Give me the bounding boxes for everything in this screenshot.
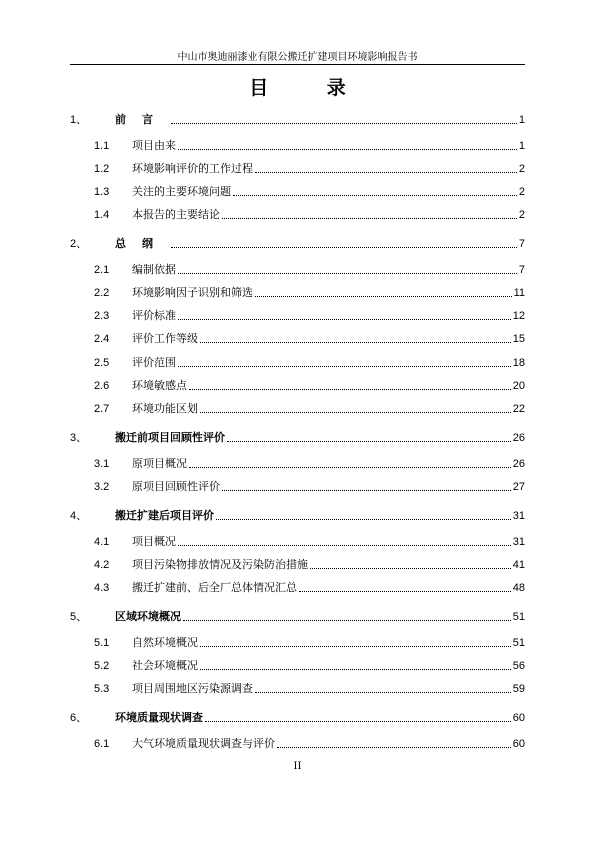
dot-leader bbox=[255, 692, 511, 693]
toc-entry-label: 搬迁扩建后项目评价 bbox=[115, 509, 214, 522]
header-rule bbox=[70, 64, 525, 65]
toc-entry-label: 原项目回顾性评价 bbox=[132, 480, 220, 493]
toc-entry-page: 2 bbox=[518, 209, 525, 221]
dot-leader bbox=[189, 389, 511, 390]
toc-section-entry[interactable] bbox=[70, 160, 525, 176]
toc-entry-number: 2.6 bbox=[94, 380, 110, 392]
toc-section-entry[interactable] bbox=[70, 261, 525, 277]
toc-section-entry[interactable] bbox=[70, 137, 525, 153]
toc-entry-number: 2.4 bbox=[94, 333, 110, 345]
toc-entry-label: 前言 bbox=[115, 113, 169, 126]
toc-entry-page: 31 bbox=[512, 536, 525, 548]
dot-leader bbox=[183, 620, 511, 621]
toc-entry-page: 60 bbox=[512, 738, 525, 750]
toc-entry-label: 环境影响评价的工作过程 bbox=[132, 162, 253, 175]
toc-entry-label: 项目污染物排放情况及污染防治措施 bbox=[132, 558, 308, 571]
toc-section-entry[interactable] bbox=[70, 634, 525, 650]
toc-entry-number: 4.3 bbox=[94, 582, 110, 594]
dot-leader bbox=[200, 412, 511, 413]
toc-entry-number: 1.4 bbox=[94, 209, 110, 221]
dot-leader bbox=[222, 490, 511, 491]
toc-entry-number: 6.1 bbox=[94, 738, 110, 750]
toc-entry-page: 56 bbox=[512, 660, 525, 672]
dot-leader bbox=[178, 149, 517, 150]
toc-entry-label: 环境质量现状调查 bbox=[115, 711, 203, 724]
toc-entry-label: 项目周围地区污染源调查 bbox=[132, 682, 253, 695]
toc-entry-label: 总纲 bbox=[115, 237, 169, 250]
dot-leader bbox=[178, 366, 511, 367]
toc-entry-label: 环境敏感点 bbox=[132, 379, 187, 392]
toc-entry-label: 搬迁扩建前、后全厂总体情况汇总 bbox=[132, 581, 297, 594]
toc-entry-number: 2、 bbox=[70, 238, 88, 250]
toc-section-entry[interactable] bbox=[70, 556, 525, 572]
toc-chapter-entry[interactable] bbox=[70, 429, 525, 445]
toc-entry-label: 项目由来 bbox=[132, 139, 176, 152]
running-header: 中山市奥迪丽漆业有限公搬迁扩建项目环境影响报告书 bbox=[177, 52, 418, 63]
toc-section-entry[interactable] bbox=[70, 735, 525, 751]
dot-leader bbox=[200, 646, 511, 647]
toc-section-entry[interactable] bbox=[70, 478, 525, 494]
dot-leader bbox=[216, 519, 511, 520]
toc-entry-label: 社会环境概况 bbox=[132, 659, 198, 672]
toc-chapter-entry[interactable] bbox=[70, 709, 525, 725]
toc-section-entry[interactable] bbox=[70, 579, 525, 595]
toc-entry-page: 15 bbox=[512, 333, 525, 345]
toc-entry-label: 搬迁前项目回顾性评价 bbox=[115, 431, 225, 444]
dot-leader bbox=[200, 669, 511, 670]
toc-entry-label: 大气环境质量现状调查与评价 bbox=[132, 737, 275, 750]
toc-entry-page: 7 bbox=[518, 238, 525, 250]
dot-leader bbox=[178, 545, 511, 546]
toc-entry-page: 27 bbox=[512, 481, 525, 493]
toc-entry-number: 3.2 bbox=[94, 481, 110, 493]
toc-entry-number: 2.2 bbox=[94, 287, 110, 299]
toc-section-entry[interactable] bbox=[70, 400, 525, 416]
dot-leader bbox=[255, 296, 512, 297]
toc-section-entry[interactable] bbox=[70, 284, 525, 300]
toc-chapter-entry[interactable] bbox=[70, 111, 525, 127]
dot-leader bbox=[205, 721, 511, 722]
toc-entry-page: 7 bbox=[518, 264, 525, 276]
dot-leader bbox=[178, 273, 517, 274]
toc-entry-page: 26 bbox=[512, 458, 525, 470]
toc-entry-label: 评价标准 bbox=[132, 309, 176, 322]
toc-entry-label: 编制依据 bbox=[132, 263, 176, 276]
toc-entry-number: 4.2 bbox=[94, 559, 110, 571]
dot-leader bbox=[227, 441, 511, 442]
toc-entry-number: 5.1 bbox=[94, 637, 110, 649]
toc-section-entry[interactable] bbox=[70, 377, 525, 393]
toc-entry-label: 关注的主要环境问题 bbox=[132, 185, 231, 198]
toc-section-entry[interactable] bbox=[70, 657, 525, 673]
toc-entry-label: 自然环境概况 bbox=[132, 636, 198, 649]
toc-entry-label: 评价工作等级 bbox=[132, 332, 198, 345]
toc-entry-page: 12 bbox=[512, 310, 525, 322]
toc-entry-number: 1.1 bbox=[94, 140, 110, 152]
toc-section-entry[interactable] bbox=[70, 206, 525, 222]
toc-entry-label: 本报告的主要结论 bbox=[132, 208, 220, 221]
toc-entry-page: 22 bbox=[512, 403, 525, 415]
toc-entry-number: 5、 bbox=[70, 611, 88, 623]
toc-entry-page: 18 bbox=[512, 357, 525, 369]
toc-entry-number: 3.1 bbox=[94, 458, 110, 470]
toc-entry-number: 2.7 bbox=[94, 403, 110, 415]
toc-entry-page: 20 bbox=[512, 380, 525, 392]
toc-entry-number: 1、 bbox=[70, 114, 88, 126]
toc-section-entry[interactable] bbox=[70, 455, 525, 471]
toc-entry-label: 项目概况 bbox=[132, 535, 176, 548]
toc-entry-page: 2 bbox=[518, 163, 525, 175]
dot-leader bbox=[171, 123, 517, 124]
toc-entry-page: 11 bbox=[513, 287, 525, 299]
dot-leader bbox=[233, 195, 517, 196]
toc-entry-label: 评价范围 bbox=[132, 356, 176, 369]
page-title: 目 录 bbox=[249, 77, 372, 99]
toc-entry-number: 5.3 bbox=[94, 683, 110, 695]
toc-entry-number: 1.3 bbox=[94, 186, 110, 198]
toc-chapter-entry[interactable] bbox=[70, 507, 525, 523]
toc-entry-label: 环境功能区划 bbox=[132, 402, 198, 415]
toc-section-entry[interactable] bbox=[70, 533, 525, 549]
toc-entry-label: 原项目概况 bbox=[132, 457, 187, 470]
toc-entry-number: 4、 bbox=[70, 510, 88, 522]
toc-section-entry[interactable] bbox=[70, 354, 525, 370]
toc-chapter-entry[interactable] bbox=[70, 235, 525, 251]
toc-entry-number: 6、 bbox=[70, 712, 88, 724]
dot-leader bbox=[171, 247, 517, 248]
toc-section-entry[interactable] bbox=[70, 307, 525, 323]
toc-entry-page: 59 bbox=[512, 683, 525, 695]
toc-section-entry[interactable] bbox=[70, 183, 525, 199]
dot-leader bbox=[299, 591, 511, 592]
toc-entry-page: 2 bbox=[518, 186, 525, 198]
toc-section-entry[interactable] bbox=[70, 680, 525, 696]
toc-entry-number: 1.2 bbox=[94, 163, 110, 175]
toc-entry-page: 31 bbox=[512, 510, 525, 522]
toc-entry-page: 41 bbox=[512, 559, 525, 571]
dot-leader bbox=[178, 319, 511, 320]
dot-leader bbox=[189, 467, 511, 468]
toc-entry-number: 4.1 bbox=[94, 536, 110, 548]
toc-entry-number: 2.1 bbox=[94, 264, 110, 276]
toc-entry-page: 1 bbox=[518, 140, 525, 152]
toc-chapter-entry[interactable] bbox=[70, 608, 525, 624]
toc-entry-page: 1 bbox=[518, 114, 525, 126]
toc-entry-number: 5.2 bbox=[94, 660, 110, 672]
toc-entry-page: 48 bbox=[512, 582, 525, 594]
toc-section-entry[interactable] bbox=[70, 330, 525, 346]
dot-leader bbox=[277, 747, 511, 748]
page-number: II bbox=[293, 761, 302, 772]
toc-entry-page: 51 bbox=[512, 611, 525, 623]
toc-entry-page: 60 bbox=[512, 712, 525, 724]
toc-entry-page: 26 bbox=[512, 432, 525, 444]
toc-entry-page: 51 bbox=[512, 637, 525, 649]
dot-leader bbox=[255, 172, 517, 173]
dot-leader bbox=[222, 218, 517, 219]
toc-entry-number: 2.3 bbox=[94, 310, 110, 322]
dot-leader bbox=[310, 568, 511, 569]
toc-entry-number: 3、 bbox=[70, 432, 88, 444]
toc-entry-number: 2.5 bbox=[94, 357, 110, 369]
toc-entry-label: 区域环境概况 bbox=[115, 610, 181, 623]
dot-leader bbox=[200, 342, 511, 343]
toc-entry-label: 环境影响因子识别和筛选 bbox=[132, 286, 253, 299]
